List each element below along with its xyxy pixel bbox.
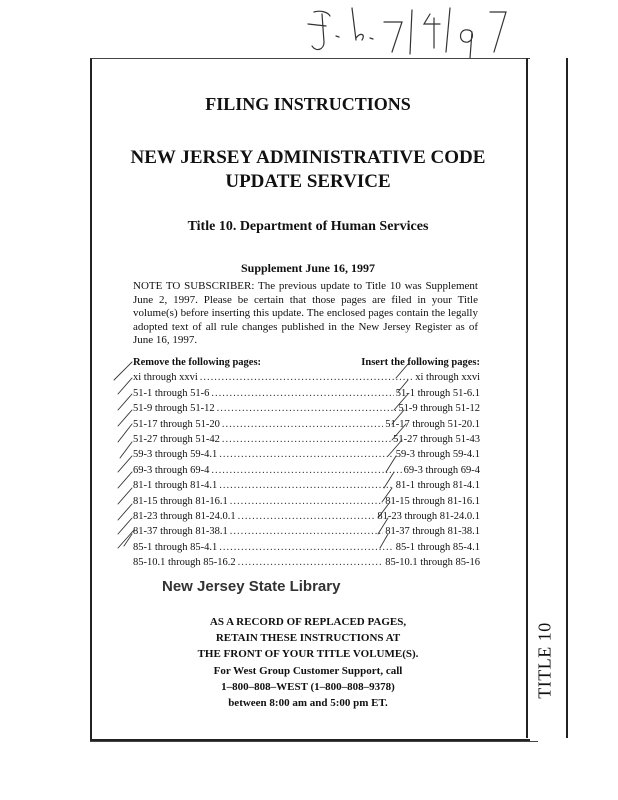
remove-pages: 81-1 through 81-4.1 (133, 480, 218, 492)
insert-pages: xi through xxvi (415, 372, 480, 384)
remove-pages: 85-1 through 85-4.1 (133, 541, 218, 553)
support-hours: between 8:00 am and 5:00 pm ET. (228, 697, 388, 709)
code-title-line2: UPDATE SERVICE (225, 171, 391, 192)
retain-line-2: RETAIN THESE INSTRUCTIONS AT (215, 632, 401, 644)
customer-support (92, 663, 524, 711)
insert-pages: 51-1 through 51-6.1 (395, 387, 480, 399)
insert-header: Insert the following pages: (361, 357, 480, 368)
insert-check-marks (370, 360, 410, 550)
insert-pages: 81-15 through 81-16.1 (385, 495, 480, 507)
remove-pages: 85-10.1 through 85-16.2 (133, 557, 236, 569)
insert-pages: 81-37 through 81-38.1 (385, 526, 480, 538)
remove-pages: 81-23 through 81-24.0.1 (133, 510, 236, 522)
insert-pages: 69-3 through 69-4 (403, 464, 480, 476)
support-phone: 1–800–808–WEST (1–800–808–9378) (221, 681, 395, 693)
code-title-line1: NEW JERSEY ADMINISTRATIVE CODE (130, 147, 486, 168)
remove-pages: 59-3 through 59-4.1 (133, 449, 218, 461)
insert-pages: 51-17 through 51-20.1 (385, 418, 480, 430)
remove-pages: 69-3 through 69-4 (133, 464, 210, 476)
remove-pages: 51-1 through 51-6 (133, 387, 210, 399)
insert-pages: 85-10.1 through 85-16 (385, 557, 480, 569)
retain-line-3: THE FRONT OF YOUR TITLE VOLUME(S). (197, 648, 419, 660)
remove-pages: 51-9 through 51-12 (133, 403, 215, 415)
insert-pages: 59-3 through 59-4.1 (395, 449, 480, 461)
title-tab-label: TITLE 10 (534, 621, 555, 699)
dot-leader (238, 555, 384, 570)
department-subtitle: Title 10. Department of Human Services (187, 219, 429, 234)
retain-line-1: AS A RECORD OF REPLACED PAGES, (209, 616, 407, 628)
remove-pages: 81-37 through 81-38.1 (133, 526, 228, 538)
page-list-row (133, 555, 480, 570)
remove-pages: 51-17 through 51-20 (133, 418, 220, 430)
insert-pages: 81-23 through 81-24.0.1 (377, 510, 480, 522)
retain-notice (92, 614, 524, 662)
insert-pages: 81-1 through 81-4.1 (395, 480, 480, 492)
check-marks (110, 358, 410, 550)
support-line-1: For West Group Customer Support, call (213, 665, 403, 677)
supplement-date: Supplement June 16, 1997 (240, 261, 376, 275)
insert-pages: 51-27 through 51-43 (393, 433, 480, 445)
remove-pages: 51-27 through 51-42 (133, 433, 220, 445)
remove-pages: 81-15 through 81-16.1 (133, 495, 228, 507)
filing-instructions-title: FILING INSTRUCTIONS (205, 94, 411, 114)
remove-pages: xi through xxvi (133, 372, 198, 384)
insert-pages: 85-1 through 85-4.1 (395, 541, 480, 553)
handwritten-note (300, 2, 530, 60)
library-stamp: New Jersey State Library (162, 578, 341, 595)
remove-header: Remove the following pages: (133, 357, 262, 368)
subscriber-note: NOTE TO SUBSCRIBER: The previous update to Title 10 was Supplement June 2, 1997. Please be certain that those pages are filed in your Title volume(s) before inserting this update. The enclosed pages contain the legally adopted text of all rule changes published in the New Jersey Register as of June 16, 1997. (133, 280, 478, 346)
insert-pages: 51-9 through 51-12 (398, 403, 480, 415)
page-frame-underline (90, 741, 538, 742)
